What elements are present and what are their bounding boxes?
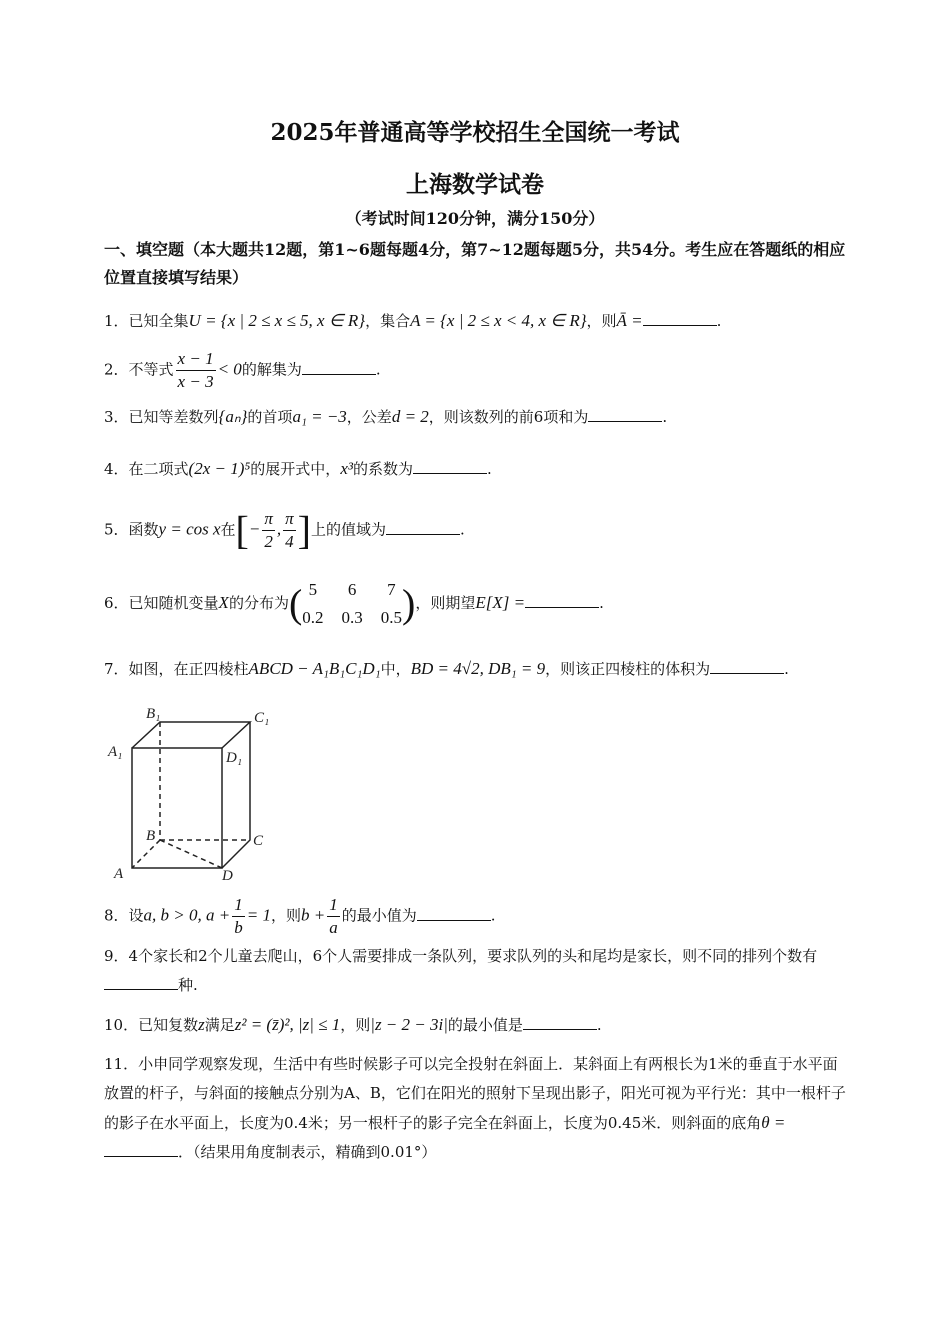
question-10 [104,1010,849,1040]
question-text: 10．已知复数 [104,1016,199,1034]
label-c: C [253,833,264,849]
distribution-table [302,576,402,632]
question-text: . [375,360,381,379]
math-expression: a₁ = −3 [292,407,347,426]
question-text: 的解集为 [241,360,302,379]
question-text: . [490,906,496,925]
question-text: 6．已知随机变量 [104,594,219,612]
question-text: 5．函数 [104,520,159,539]
label-c1: C₁ [254,710,270,726]
numerator: π [283,508,296,531]
label-b1: B₁ [146,706,161,722]
fraction [327,894,340,939]
question-8 [104,894,849,939]
table-cell: 5 [308,580,318,599]
numerator: π [262,508,275,531]
question-4 [104,454,849,484]
question-text: . [784,660,789,678]
math-expression: b + [301,905,326,925]
math-expression: (2x − 1)⁵ [188,459,251,478]
bracket: ] [297,507,311,553]
question-9 [104,942,849,1000]
math-expression: z [198,1015,205,1034]
numerator: x − 1 [176,348,216,371]
question-text: 2．不等式 [104,360,174,379]
question-text: . [460,520,465,539]
table-cell: 0.3 [341,608,363,627]
fraction [262,508,275,553]
fraction [176,348,216,393]
numerator: 1 [327,894,340,917]
math-expression: A = {x | 2 ≤ x < 4, x ∈ R} [410,311,587,330]
question-text: 8．设 [104,906,144,925]
question-text: . [599,594,604,612]
answer-blank [302,360,376,375]
answer-blank [643,311,717,326]
question-text: 的最小值为 [341,906,417,925]
math-expression: a, b > 0, a + [143,905,231,925]
question-text: 3．已知等差数列 [104,408,219,426]
math-expression: E[X] = [475,593,526,612]
question-text: . [596,1016,602,1034]
bracket: [ [235,507,249,553]
bracket: ( [288,581,303,626]
question-3 [104,402,849,432]
exam-title: 2025年普通高等学校招生全国统一考试 [270,119,680,146]
math-expression: − [248,519,261,539]
fraction [232,894,245,939]
math-expression: z² = (z̄)², |z| ≤ 1 [234,1015,341,1034]
math-expression: ABCD − A₁B₁C₁D₁ [248,659,381,678]
question-text: 的展开式中， [250,460,341,478]
top-face [132,722,250,748]
math-expression: = 1 [246,905,271,925]
question-text: ，公差 [346,408,392,426]
label-a1: A₁ [108,744,123,760]
question-1 [104,306,849,336]
question-text: . [486,460,492,478]
question-text: 7．如图，在正四棱柱 [104,660,249,678]
answer-blank [104,975,178,990]
question-text: ，则该正四棱柱的体积为 [545,660,711,678]
question-5 [104,508,849,553]
math-expression: , [276,519,282,539]
question-text: 4．在二项式 [104,460,189,478]
exam-info: （考试时间120分钟，满分150分） [345,209,605,228]
hidden-edges [132,722,250,868]
math-expression: θ = [761,1113,786,1132]
question-text: 的最小值是 [447,1016,523,1034]
question-11 [104,1050,849,1167]
question-text: ，则该数列的前6项和为 [428,408,589,426]
math-expression: d = 2 [391,407,429,426]
question-7 [104,654,849,684]
math-expression: Ā = [616,311,643,330]
question-text: 中， [380,660,411,678]
question-text: ，则 [586,312,617,330]
question-text: 1．已知全集 [104,312,189,330]
table-cell: 0.2 [302,608,324,627]
question-text: ，集合 [365,312,411,330]
question-text: 的分布为 [228,594,289,612]
math-expression: BD = 4√2, DB₁ = 9 [410,659,546,678]
table-cell: 0.5 [380,608,403,627]
question-text: ，则期望 [415,594,476,612]
exam-subtitle: 上海数学试卷 [406,171,544,198]
question-text: . [716,312,722,330]
question-text: ，则 [270,906,301,925]
math-expression: y = cos x [158,519,221,539]
math-expression: U = {x | 2 ≤ x ≤ 5, x ∈ R} [188,311,366,330]
question-6 [104,576,849,632]
question-text: 在 [220,520,236,539]
label-b: B [146,828,156,844]
front-face [132,748,222,868]
question-text: 的首项 [247,408,293,426]
fraction [283,508,296,553]
bracket: ) [402,581,416,626]
table-cell: 6 [347,580,357,599]
prism-figure [100,700,280,885]
math-expression: {aₙ} [218,407,248,426]
numerator: 1 [232,894,245,917]
question-text: 上的值域为 [311,520,387,539]
question-text: ．（结果用角度制表示，精确到0.01°） [178,1143,437,1161]
math-expression: x³ [340,459,353,478]
question-text: 的系数为 [352,460,413,478]
question-2 [104,348,849,393]
question-text: 满足 [204,1016,235,1034]
denominator: b [234,918,243,937]
math-expression: |z − 2 − 3i| [370,1015,448,1034]
question-text: . [662,408,668,426]
answer-blank [386,520,460,535]
label-d1: D₁ [226,750,243,766]
label-d: D [222,868,233,884]
label-a: A [114,866,124,882]
math-expression: X [218,593,229,612]
section-heading: 一、填空题（本大题共12题，第1~6题每题4分，第7~12题每题5分，共54分。考生应在答题纸的相应位置直接填写结果） [104,240,846,287]
math-expression: < 0 [217,359,242,379]
denominator: 4 [285,532,294,551]
answer-blank [413,459,487,474]
answer-blank [104,1142,178,1157]
answer-blank [710,659,784,674]
answer-blank [523,1015,597,1030]
question-text: 11．小申同学观察发现，生活中有些时候影子可以完全投射在斜面上．某斜面上有两根长为1米的垂直于水平面放置的杆子，与斜面的接触点分别为A、B，它们在阳光的照射下呈现出影子，阳光可视为平行光：其中一根杆子的影子在水平面上，长度为0.4米；另一根杆子的影子完全在斜面上，长度为0.45米．则斜面的底角 [104,1055,846,1132]
question-text: 种. [178,976,198,994]
answer-blank [417,906,491,921]
answer-blank [525,593,599,608]
answer-blank [588,407,662,422]
question-text: 9．4个家长和2个儿童去爬山，6个人需要排成一条队列，要求队列的头和尾均是家长，则不同的排列个数有 [104,947,818,965]
denominator: x − 3 [177,372,214,391]
question-text: ，则 [340,1016,371,1034]
table-cell: 7 [387,580,396,599]
denominator: a [329,918,338,937]
denominator: 2 [264,532,273,551]
